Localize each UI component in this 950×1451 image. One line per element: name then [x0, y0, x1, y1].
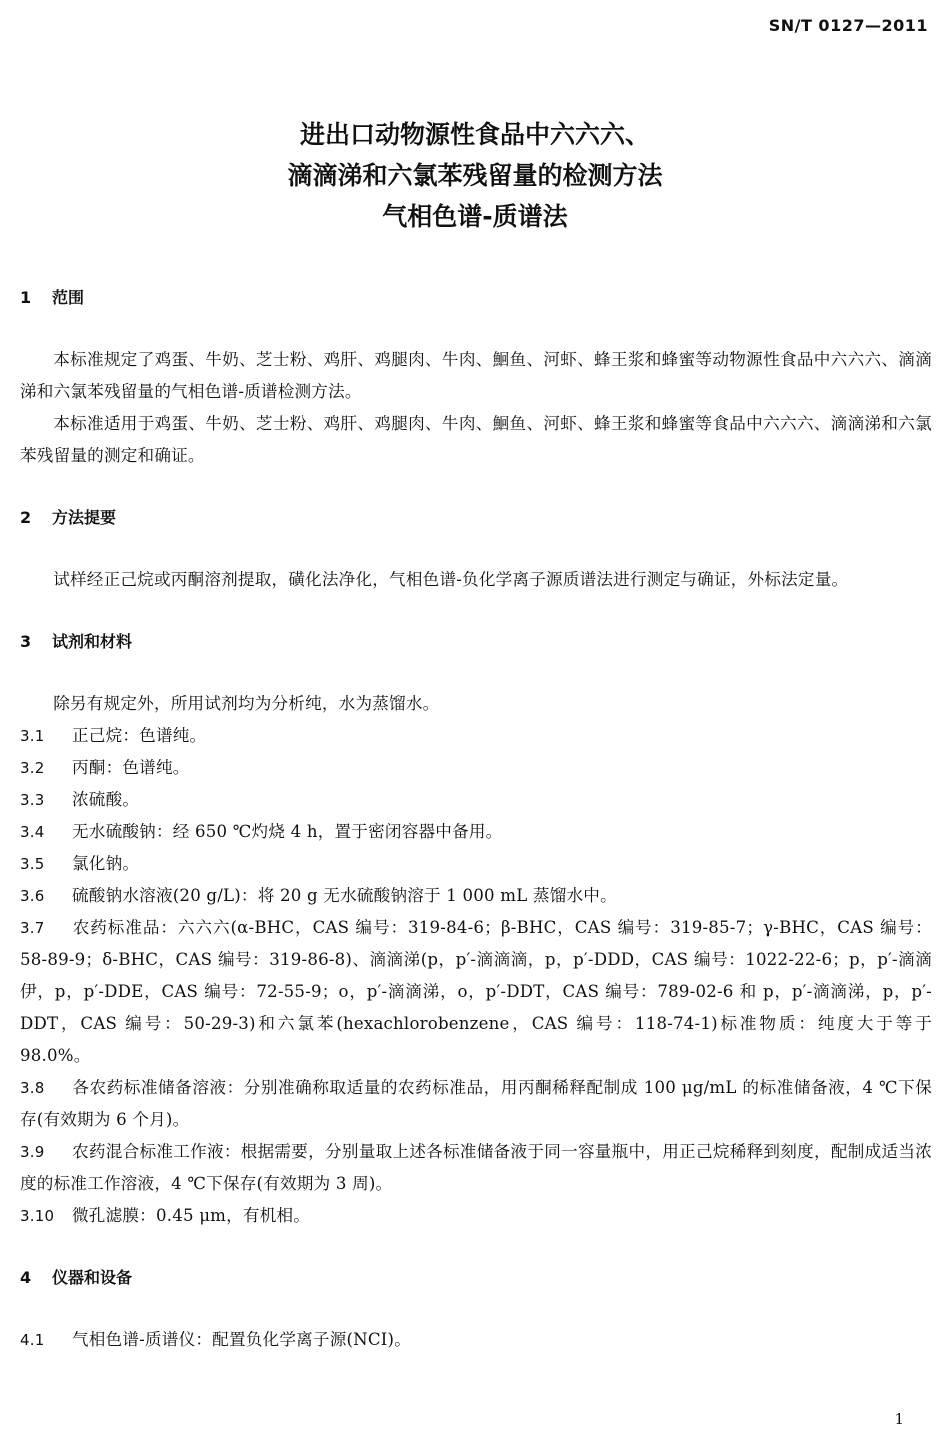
clause-text: 农药标准品：六六六(α-BHC，CAS 编号：319-84-6；β-BHC，CAS 编号：319-85-7；γ-BHC，CAS 编号：58-89-9；δ-BHC，CAS 编号：319-86-8)、滴滴涕(p，p′-滴滴滴，p，p′-DDD，CAS 编号：1022-22-6；p，p′-滴滴伊，p，p′-DDE，CAS 编号：72-55-9；o，p′-滴滴涕，o，p′-DDT，CAS 编号：789-02-6 和 p，p′-滴滴涕，p，p′-DDT，CAS 编号：50-29-3)和六氯苯(hexachlorobenzene，CAS 编号：118-74-1)标准物质：纯度大于等于 98.0%。 [20, 918, 932, 1065]
section-title: 范围 [52, 288, 85, 307]
clause-number: 3.1 [20, 727, 45, 745]
clause-item [20, 1324, 932, 1356]
clause-text: 浓硫酸。 [72, 790, 140, 809]
clause-item [20, 816, 932, 848]
clause-number: 3.3 [20, 791, 45, 809]
paragraph: 除另有规定外，所用试剂均为分析纯，水为蒸馏水。 [53, 694, 440, 713]
paragraph: 本标准适用于鸡蛋、牛奶、芝士粉、鸡肝、鸡腿肉、牛肉、鮰鱼、河虾、蜂王浆和蜂蜜等食品中六六六、滴滴涕和六氯苯残留量的测定和确证。 [20, 414, 932, 465]
clause-item [20, 1072, 932, 1136]
section-title: 仪器和设备 [52, 1268, 133, 1287]
clause-item [20, 880, 932, 912]
paragraph: 本标准规定了鸡蛋、牛奶、芝士粉、鸡肝、鸡腿肉、牛肉、鮰鱼、河虾、蜂王浆和蜂蜜等动物源性食品中六六六、滴滴涕和六氯苯残留量的气相色谱-质谱检测方法。 [20, 350, 932, 401]
clause-item [20, 912, 932, 1072]
clause-number: 3.6 [20, 887, 45, 905]
section-heading-method-summary [20, 502, 932, 534]
clause-text: 微孔滤膜：0.45 μm，有机相。 [72, 1206, 311, 1225]
clause-number: 3.2 [20, 759, 45, 777]
section-number: 4 [20, 1268, 32, 1287]
section-heading-scope [20, 282, 932, 314]
section-heading-reagents [20, 626, 932, 658]
section-number: 2 [20, 508, 32, 527]
clause-text: 正己烷：色谱纯。 [72, 726, 207, 745]
clause-text: 氯化钠。 [72, 854, 140, 873]
paragraph: 试样经正己烷或丙酮溶剂提取，磺化法净化，气相色谱-负化学离子源质谱法进行测定与确证，外标法定量。 [53, 570, 849, 589]
document-body [20, 282, 932, 1356]
clause-item [20, 720, 932, 752]
section-number: 3 [20, 632, 32, 651]
clause-number: 3.10 [20, 1207, 55, 1225]
clause-text: 各农药标准储备溶液：分别准确称取适量的农药标准品，用丙酮稀释配制成 100 μg/mL 的标准储备液，4 ℃下保存(有效期为 6 个月)。 [20, 1078, 932, 1129]
section-number: 1 [20, 288, 32, 307]
clause-text: 无水硫酸钠：经 650 ℃灼烧 4 h，置于密闭容器中备用。 [72, 822, 503, 841]
title-line-3: 气相色谱-质谱法 [382, 202, 568, 231]
clause-item [20, 784, 932, 816]
standard-number: SN/T 0127—2011 [768, 16, 928, 35]
clause-number: 3.9 [20, 1143, 45, 1161]
clause-number: 3.8 [20, 1079, 45, 1097]
clause-number: 3.5 [20, 855, 45, 873]
clause-item [20, 848, 932, 880]
clause-text: 丙酮：色谱纯。 [72, 758, 190, 777]
clause-text: 硫酸钠水溶液(20 g/L)：将 20 g 无水硫酸钠溶于 1 000 mL 蒸馏水中。 [72, 886, 617, 905]
clause-text: 农药混合标准工作液：根据需要，分别量取上述各标准储备液于同一容量瓶中，用正己烷稀释到刻度，配制成适当浓度的标准工作溶液，4 ℃下保存(有效期为 3 周)。 [20, 1142, 932, 1193]
title-line-2: 滴滴涕和六氯苯残留量的检测方法 [287, 161, 663, 190]
clause-text: 气相色谱-质谱仪：配置负化学离子源(NCI)。 [72, 1330, 412, 1349]
clause-item [20, 1200, 932, 1232]
document-title [0, 114, 950, 237]
clause-number: 3.4 [20, 823, 45, 841]
page-number: 1 [894, 1410, 904, 1428]
section-title: 方法提要 [52, 508, 117, 527]
clause-item [20, 752, 932, 784]
clause-number: 3.7 [20, 919, 45, 937]
clause-number: 4.1 [20, 1331, 45, 1349]
section-title: 试剂和材料 [52, 632, 133, 651]
title-line-1: 进出口动物源性食品中六六六、 [299, 120, 650, 149]
section-heading-instruments [20, 1262, 932, 1294]
clause-item [20, 1136, 932, 1200]
